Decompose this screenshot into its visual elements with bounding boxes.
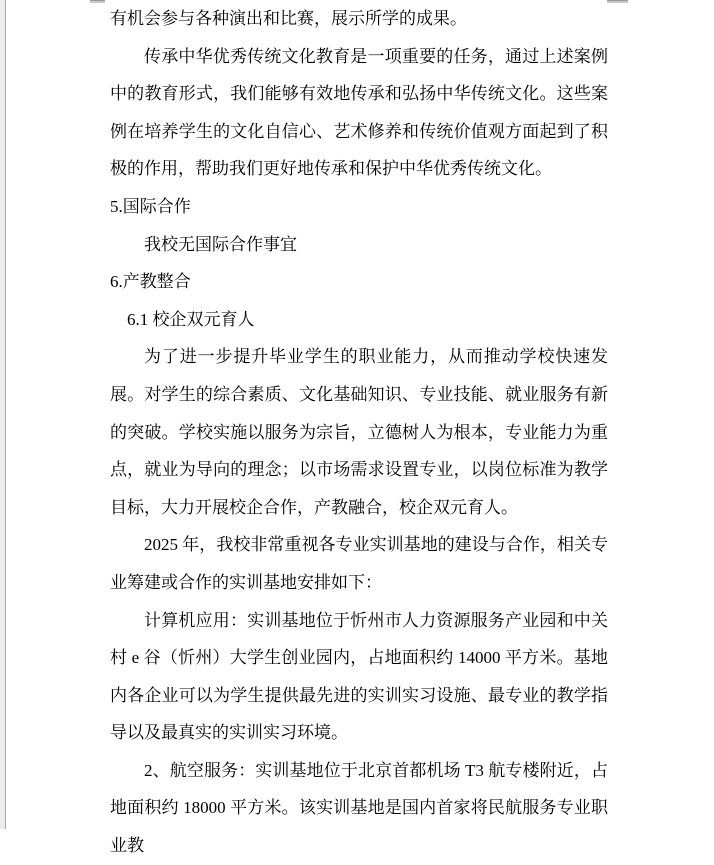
para-aviation-service-base: 2、航空服务：实训基地位于北京首都机场 T3 航专楼附近，占地面积约 18000 平方米。该实训基地是国内首家将民航服务专业职业教 <box>110 760 608 856</box>
heading-6-industry-education-integration: 6.产教整合 <box>110 272 191 292</box>
para-no-international-cooperation: 我校无国际合作事宜 <box>144 234 297 254</box>
top-edge-artifact-left <box>90 0 105 3</box>
para-performance-achievements: 有机会参与各种演出和比赛，展示所学的成果。 <box>110 9 467 28</box>
para-school-enterprise-philosophy: 为了进一步提升毕业学生的职业能力，从而推动学校快速发展。对学生的综合素质、文化基础知识、专业技能、就业服务有新的突破。学校实施以服务为宗旨，立德树人为根本，专业能力为重点，就业为导向的理念；以市场需求设置专业，以岗位标准为教学目标，大力开展校企合作，产教融合，校企双元育人。 <box>110 347 608 517</box>
heading-6-1-school-enterprise-dual-education: 6.1 校企双元育人 <box>127 309 255 329</box>
para-2025-training-base-intro: 2025 年，我校非常重视各专业实训基地的建设与合作，相关专业筹建或合作的实训基地安排如下： <box>110 535 608 592</box>
document-body <box>110 0 608 865</box>
para-traditional-culture-summary: 传承中华优秀传统文化教育是一项重要的任务，通过上述案例中的教育形式，我们能够有效地传承和弘扬中华传统文化。这些案例在培养学生的文化自信心、艺术修养和传统价值观方面起到了积极的作用，帮助我们更好地传承和保护中华优秀传统文化。 <box>110 46 608 179</box>
top-edge-artifact-right <box>607 0 628 3</box>
heading-5-international-cooperation: 5.国际合作 <box>110 196 191 216</box>
page-left-edge-strip <box>0 0 6 829</box>
para-computer-application-base: 计算机应用：实训基地位于忻州市人力资源服务产业园和中关村 e 谷（忻州）大学生创业园内，占地面积约 14000 平方米。基地内各企业可以为学生提供最先进的实训实习设施、最专业的教学指导以及最真实的实训实习环境。 <box>110 610 608 743</box>
